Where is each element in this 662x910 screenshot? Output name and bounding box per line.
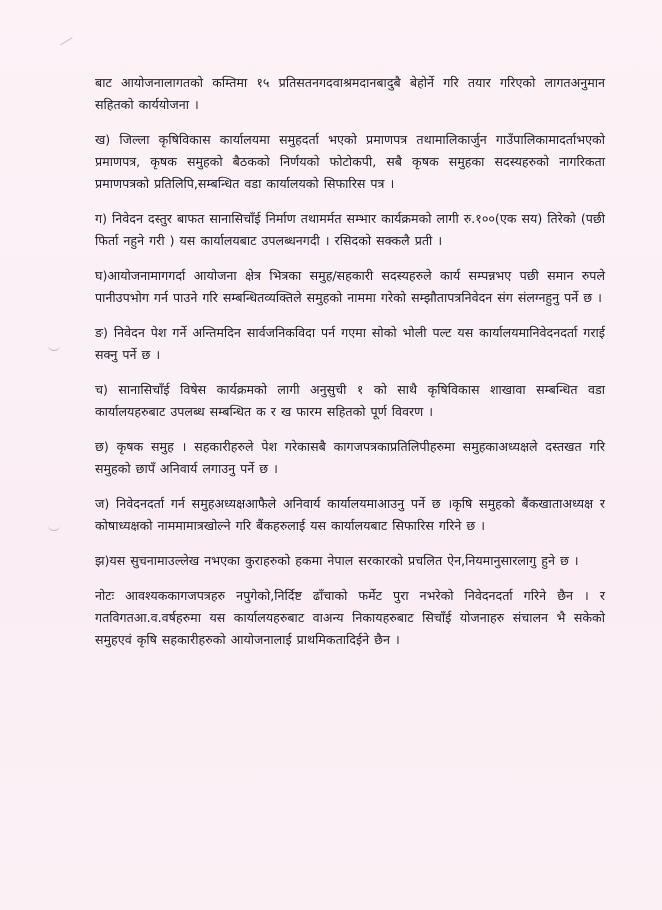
paragraph-kha-certificates: ख) जिल्ला कृषिविकास कार्यालयमा समुहदर्ता भएको प्रमाणपत्र तथामालिकार्जुन गाउँपालिकामादर्ताभएको प्रमाणपत्र, कृषक समुहको बैठकको निर्णयको फोटोकपी, सबै कृषक समुहका सदस्यहरुको नागरिकता प्रमाणपत्रको प्रतिलिपि,सम्बन्धित वडा कार्यालयको सिफारिस पत्र ।: [95, 132, 605, 191]
punch-hole-mark: [48, 518, 60, 531]
punch-hole-mark: [48, 338, 60, 351]
page-corner-mark: [60, 37, 78, 54]
paragraph-cha-details: च) सानासिचाँई विषेस कार्यक्रमको लागी अनुसुची १ को साथै कृषिविकास शाखावा सम्बन्धित वडा कार्यालयहरुबाट उपलब्ध सम्बन्धित क र ख फारम सहितको पूर्ण विवरण ।: [95, 382, 605, 419]
paragraph-gha-agreement: घ)आयोजनामागगर्दा आयोजना क्षेत्र भित्रका समुह/सहकारी सदस्यहरुले कार्य सम्पन्नभए पछी समान रुपले पानीउपभोग गर्न पाउने गरि सम्बन्धितव्यक्तिले समुहको नाममा गरेको सम्झौतापत्रनिवेदन संग संलग्नहुनु पर्ने छ ।: [95, 268, 605, 305]
paragraph-jha-prevailing-law: झ)यस सुचनामाउल्लेख नभएका कुराहरुको हकमा नेपाल सरकारको प्रचलित ऐन,नियमानुसारलागु हुने छ ।: [95, 553, 579, 568]
paragraph-chha-signature: छ) कृषक समुह । सहकारीहरुले पेश गरेकासबै कागजपत्रकाप्रतिलिपीहरुमा समुहकाअध्यक्षले दस्तखत गरि समुहको छापँ अनिवार्य लगाउनु पर्ने छ ।: [95, 439, 605, 476]
paragraph-ja-registration: ज) निवेदनदर्ता गर्न समुहअध्यक्षआफैले अनिवार्य कार्यालयमाआउनु पर्ने छ ।कृषि समुहको बैंकखाताअध्यक्ष र कोषाध्यक्षको नाममामात्रखोल्ने गरि बैंकहरुलाई यस कार्यालयबाट सिफारिस गरिने छ ।: [95, 496, 605, 533]
document-body: [95, 72, 605, 664]
paragraph-cost-estimate: बाट आयोजनालागतको कम्तिमा १५ प्रतिसतनगदवाश्रमदानबादुबै बेहोर्ने गरि तयार गरिएको लागतअनुमान सहितको कार्ययोजना ।: [95, 75, 605, 112]
paragraph-note: नोटः आवश्यककागजपत्रहरु नपुगेको,निर्दिष्ट ढाँचाको फर्मेट पुरा नभरेको निवेदनदर्ता गरिने छैन । र गतविगतआ.व.वर्षहरुमा यस कार्यालयहरुबाट वाअन्य निकायहरुबाट सिचाँई योजनाहरु संचालन भै सकेको समुहएवं कृषि सहकारीहरुको आयोजनालाई प्राथमिकतादिईने छैन ।: [95, 588, 605, 647]
paragraph-nga-deadline: ङ) निवेदन पेश गर्ने अन्तिमदिन सार्वजनिकविदा पर्न गएमा सोको भोली पल्ट यस कार्यालयमानिवेदनदर्ता गराई सक्नु पर्ने छ ।: [95, 325, 605, 362]
paragraph-ga-fee: ग) निवेदन दस्तुर बाफत सानासिचाँई निर्माण तथामर्मत सम्भार कार्यक्रमको लागी रु.१००(एक सय) तिरेको (पछी फिर्ता नहुने गरी ) यस कार्यालयबाट उपलब्धनगदी । रसिदको सक्कलै प्रती ।: [95, 211, 605, 248]
